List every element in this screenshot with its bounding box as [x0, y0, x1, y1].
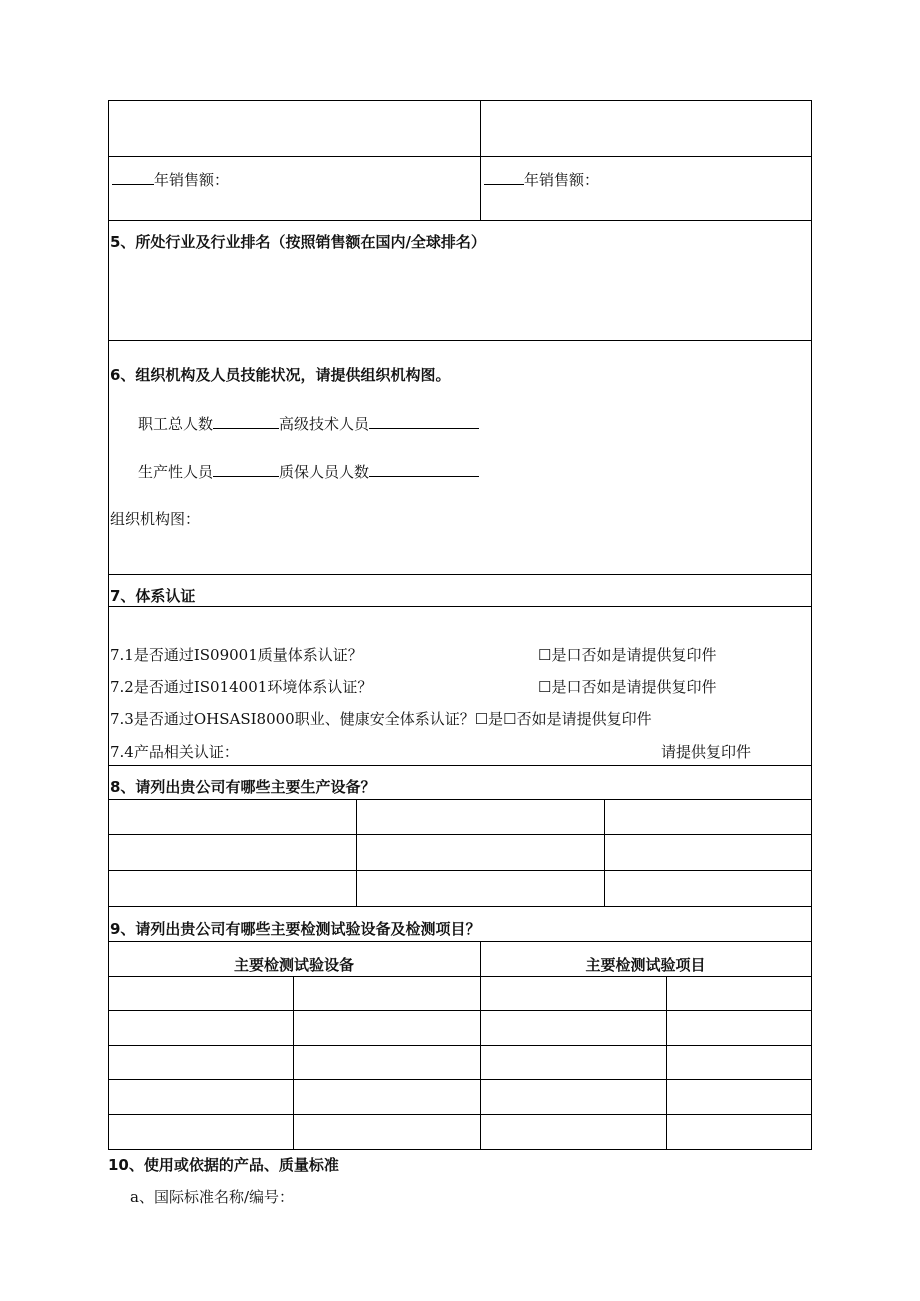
row-line [108, 834, 811, 835]
row-line [108, 976, 811, 977]
row-line [108, 100, 811, 101]
row-line [108, 1010, 811, 1011]
col-items-header: 主要检测试验项目 [585, 956, 706, 974]
sales-left [112, 170, 229, 189]
row-line [108, 606, 811, 607]
total-staff-field[interactable] [213, 414, 279, 429]
staff-line-1 [138, 414, 479, 433]
cert-question-3[interactable]: 7.3是否通过OHSASI8000职业、健康安全体系认证？☐是☐否如是请提供复印件 [110, 710, 652, 728]
row-line [108, 799, 811, 800]
production-staff-label: 生产性人员 [138, 463, 214, 481]
table-border-right [811, 100, 812, 1150]
row-line [108, 870, 811, 871]
col-line [356, 799, 357, 906]
sales-right [484, 170, 599, 189]
sales-left-label: 年销售额： [154, 171, 230, 189]
qa-staff-label: 质保人员人数 [279, 463, 370, 481]
row-line [108, 1079, 811, 1080]
section5-title: 5、所处行业及行业排名（按照销售额在国内/全球排名） [110, 233, 486, 251]
section9-title: 9、请列出贵公司有哪些主要检测试验设备及检测项目？ [110, 920, 481, 938]
cert-question-4: 7.4产品相关认证： [110, 743, 239, 761]
col-line [293, 976, 294, 1149]
row-line [108, 574, 811, 575]
row-line [108, 1149, 811, 1150]
row-line [108, 340, 811, 341]
row-line [108, 941, 811, 942]
total-staff-label: 职工总人数 [138, 415, 214, 433]
cert-answer-4: 请提供复印件 [661, 743, 752, 761]
col-line [480, 100, 481, 220]
org-chart-label: 组织机构图： [110, 510, 201, 528]
senior-tech-field[interactable] [369, 414, 479, 429]
row-line [108, 765, 811, 766]
production-staff-field[interactable] [213, 462, 279, 477]
section8-title: 8、请列出贵公司有哪些主要生产设备？ [110, 778, 376, 796]
cert-answer-2[interactable]: ☐是口否如是请提供复印件 [538, 678, 717, 696]
senior-tech-label: 高级技术人员 [279, 415, 370, 433]
section7-title: 7、体系认证 [110, 587, 196, 605]
row-line [108, 1045, 811, 1046]
section10-title: 10、使用或依据的产品、质量标准 [108, 1156, 339, 1174]
intl-standard-label: a、国际标准名称/编号： [130, 1188, 294, 1206]
qa-staff-field[interactable] [369, 462, 479, 477]
cert-question-1: 7.1是否通过IS09001质量体系认证？ [110, 646, 363, 664]
staff-line-2 [138, 462, 479, 481]
row-line [108, 906, 811, 907]
table-border-left [108, 100, 109, 1150]
cert-answer-1[interactable]: ☐是口否如是请提供复印件 [538, 646, 717, 664]
sales-right-label: 年销售额： [524, 171, 600, 189]
cert-question-2: 7.2是否通过IS014001环境体系认证？ [110, 678, 373, 696]
col-line [666, 976, 667, 1149]
row-line [108, 1114, 811, 1115]
row-line [108, 156, 811, 157]
section6-title: 6、组织机构及人员技能状况，请提供组织机构图。 [110, 366, 451, 384]
col-line [604, 799, 605, 906]
row-line [108, 220, 811, 221]
col-equipment-header: 主要检测试验设备 [233, 956, 354, 974]
